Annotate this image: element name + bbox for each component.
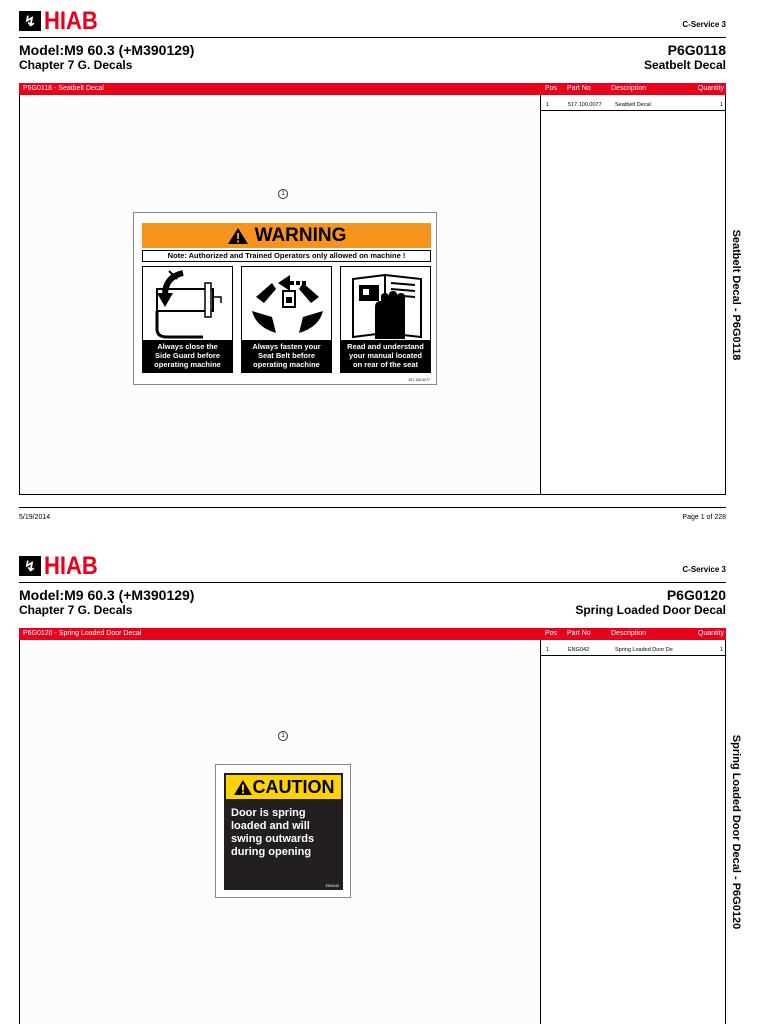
column-quantity: Quantity [697,85,724,92]
row-pos: 1 [546,647,550,653]
logo-text: HIAB [44,551,98,580]
caution-decal [215,764,351,898]
row-quantity: 1 [719,647,723,653]
decal-part-code: ENG042 [325,884,339,888]
manual-caption: Read and understand your manual located on rear of the seat [341,340,430,372]
section-bar [19,628,726,640]
model-title: Model:M9 60.3 (+M390129) [19,587,195,603]
illustration-area [20,95,540,494]
service-label: C-Service 3 [682,20,726,29]
parts-frame [19,95,726,495]
seat-belt-icon [242,267,333,342]
chapter-title: Chapter 7 G. Decals [19,603,133,617]
side-guard-caption: Always close the Side Guard before operating machine [143,340,232,372]
group-code: P6G0118 [667,42,726,58]
row-pos: 1 [546,102,550,108]
column-divider [540,640,541,1024]
table-row[interactable] [541,101,725,111]
side-label: Seatbelt Decal - P6G0118 [730,229,742,361]
column-quantity: Quantity [697,630,724,637]
position-marker: 1 [278,189,288,199]
decal-part-code: 517.100.0077 [408,378,430,382]
seat-belt-caption: Always fasten your Seat Belt before operating machine [242,340,331,372]
logo-mark-icon: ↯ [19,11,41,31]
illustration-area [20,640,540,1024]
chapter-title: Chapter 7 G. Decals [19,58,133,72]
caution-message: Door is spring loaded and will swing outwards during opening [231,807,315,858]
group-code: P6G0120 [666,587,726,603]
read-manual-icon [341,267,432,342]
row-part-no: 517.100.0077 [568,102,602,108]
logo-text: HIAB [44,6,98,35]
header-divider [19,582,726,583]
model-title: Model:M9 60.3 (+M390129) [19,42,195,58]
print-date: 5/19/2014 [19,514,51,521]
catalog-page-2 [0,545,768,1024]
column-pos: Pos [545,630,558,637]
row-part-no: ENG042 [568,647,590,653]
page-number: Page 1 of 228 [682,514,726,521]
group-title: Spring Loaded Door Decal [575,603,726,617]
hiab-logo [19,6,98,35]
column-divider [540,95,541,494]
section-bar-label: P6G0118 - Seatbelt Decal [23,85,104,92]
service-label: C-Service 3 [682,565,726,574]
side-label: Spring Loaded Door Decal - P6G0120 [730,734,742,930]
column-description: Description [611,85,647,92]
row-quantity: 1 [719,102,723,108]
manual-panel [340,266,431,373]
warning-note: Note: Authorized and Trained Operators only allowed on machine ! [142,250,431,262]
column-part-no: Part No [567,85,591,92]
warning-triangle-icon [233,779,253,796]
side-guard-panel [142,266,233,373]
section-bar-label: P6G0120 - Spring Loaded Door Decal [23,630,142,637]
column-description: Description [611,630,647,637]
group-title: Seatbelt Decal [643,58,726,72]
warning-decal [133,212,437,385]
warning-heading: WARNING [142,223,431,248]
warning-triangle-icon [227,227,249,245]
parts-frame [19,640,726,1024]
column-pos: Pos [545,85,558,92]
header-divider [19,37,726,38]
seat-belt-panel [241,266,332,373]
hiab-logo [19,551,98,580]
section-bar [19,83,726,95]
caution-heading: CAUTION [226,775,341,799]
side-guard-icon [143,267,234,342]
column-part-no: Part No [567,630,591,637]
footer-divider [19,507,726,508]
logo-mark-icon: ↯ [19,556,41,576]
caution-panel [224,773,343,890]
position-marker: 1 [278,731,288,741]
row-description: Spring Loaded Door De [615,647,673,653]
table-row[interactable] [541,646,725,656]
row-description: Seatbelt Decal [615,102,651,108]
